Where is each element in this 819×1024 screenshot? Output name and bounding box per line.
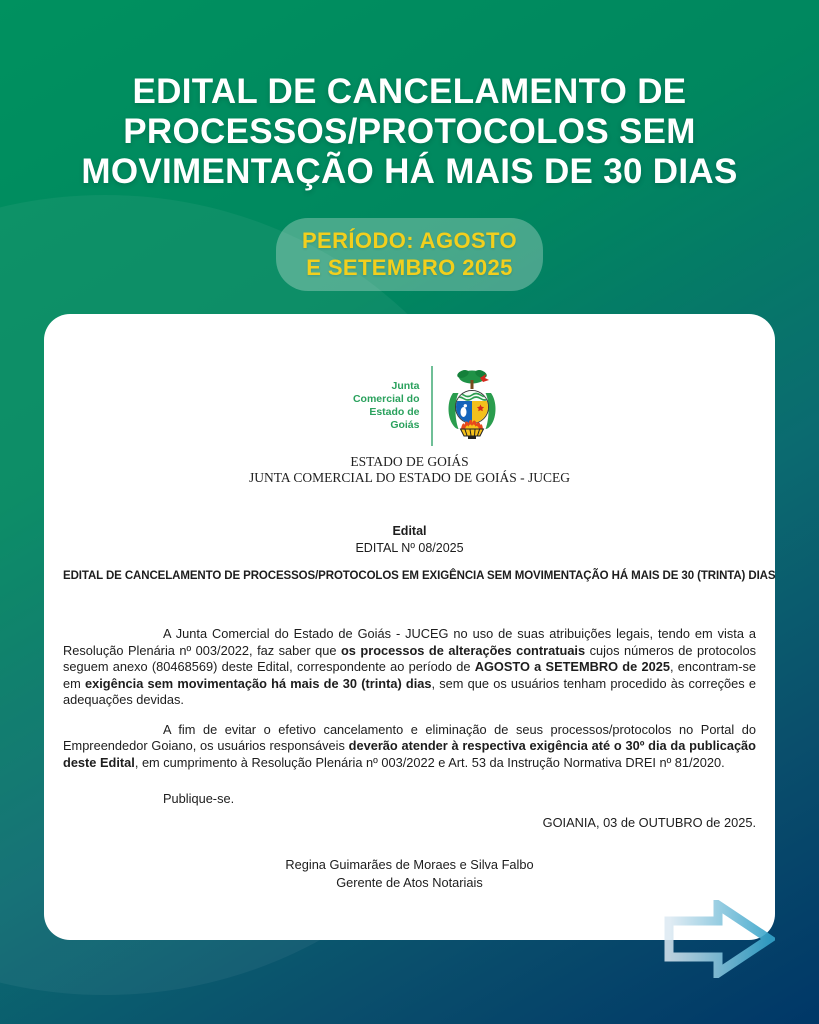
period-badge xyxy=(276,218,543,291)
org-header xyxy=(63,454,756,486)
juceg-logo xyxy=(63,366,756,446)
logo-divider xyxy=(431,366,433,446)
logo-text-line: Comercial do xyxy=(352,393,420,405)
hero-section xyxy=(0,0,819,291)
org-header-line: ESTADO DE GOIÁS xyxy=(350,454,469,469)
arrow-icon xyxy=(663,900,775,978)
signature-block xyxy=(63,856,756,892)
goias-coat-of-arms-icon xyxy=(444,367,500,445)
page-title xyxy=(0,72,819,192)
document-card xyxy=(44,314,775,940)
logo-text-line: Estado de xyxy=(369,406,420,418)
page-title-line: EDITAL DE CANCELAMENTO DE xyxy=(132,72,687,111)
doc-heading: EDITAL DE CANCELAMENTO DE PROCESSOS/PROTOCOLOS EM EXIGÊNCIA SEM MOVIMENTAÇÃO HÁ MAIS DE 30 (TRINTA) DIAS xyxy=(63,570,776,582)
juceg-logo-text xyxy=(320,380,420,432)
org-header-line: JUNTA COMERCIAL DO ESTADO DE GOIÁS - JUCEG xyxy=(249,470,570,485)
signature-name: Regina Guimarães de Moraes e Silva Falbo xyxy=(285,857,534,872)
signature-role: Gerente de Atos Notariais xyxy=(336,875,483,890)
publish-line: Publique-se. xyxy=(163,791,235,806)
doc-number: EDITAL Nº 08/2025 xyxy=(355,541,464,555)
page-title-line: MOVIMENTAÇÃO HÁ MAIS DE 30 DIAS xyxy=(81,152,738,191)
period-badge-line: PERÍODO: AGOSTO xyxy=(301,228,518,253)
page-title-line: PROCESSOS/PROTOCOLOS SEM xyxy=(123,112,696,151)
logo-text-line: Goiás xyxy=(390,419,420,431)
date-line: GOIANIA, 03 de OUTUBRO de 2025. xyxy=(542,815,756,830)
doc-label: Edital xyxy=(392,524,427,538)
logo-text-line: Junta xyxy=(391,380,420,392)
period-badge-line: E SETEMBRO 2025 xyxy=(306,255,513,280)
paragraph-1: A Junta Comercial do Estado de Goiás - JUCEG no uso de suas atribuições legais, tendo em vista a Resolução Plenária nº 003/2022, faz saber que os processos de alterações contratuais cujos números de protocolos seguem anexo (80468569) deste Edital, correspondente ao período de AGOSTO a SETEMBRO de 2025, encontram-se em exigência sem movimentação há mais de 30 (trinta) dias, sem que os usuários tenham procedido às correções e adequações devidas. xyxy=(63,626,756,707)
paragraph-2: A fim de evitar o efetivo cancelamento e eliminação de seus processos/protocolos no Portal do Empreendedor Goiano, os usuários responsáveis deverão atender à respectiva exigência até o 30º dia da publicação deste Edital, em cumprimento à Resolução Plenária nº 003/2022 e Art. 53 da Instrução Normativa DREI nº 81/2020. xyxy=(63,721,756,770)
